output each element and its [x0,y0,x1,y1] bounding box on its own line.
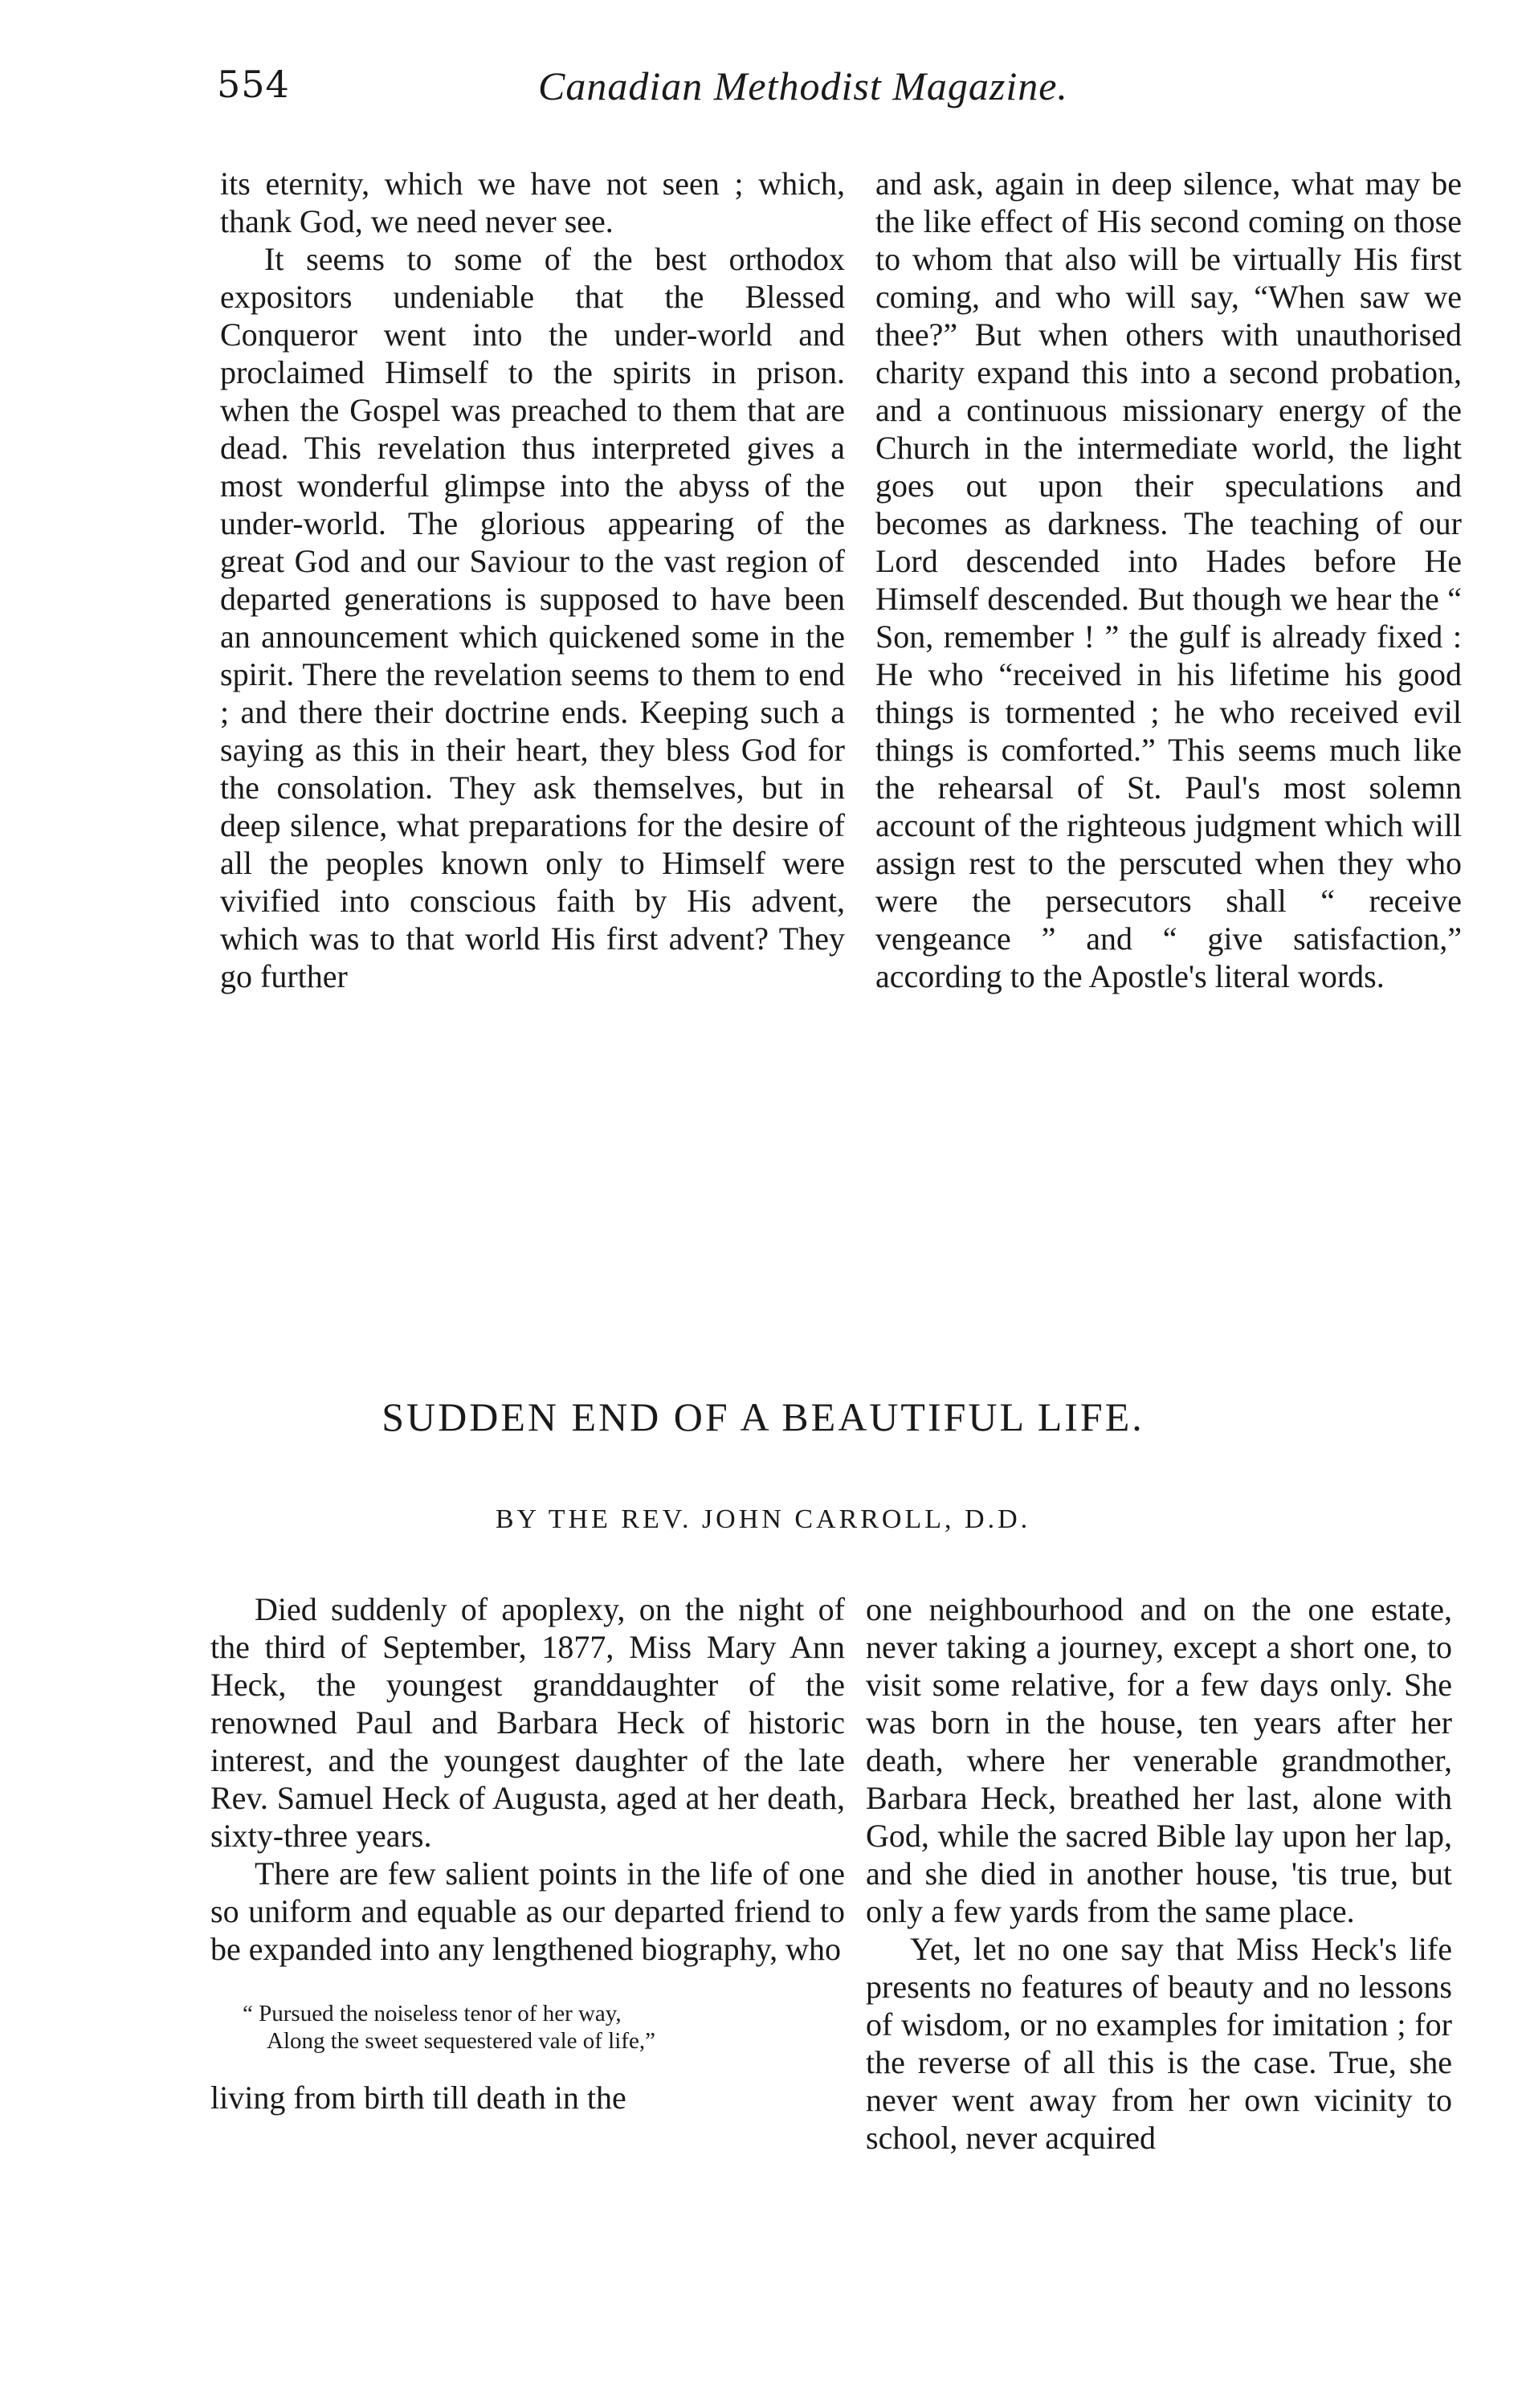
verse-quote [210,2000,845,2055]
running-title: Canadian Methodist Magazine. [538,63,1068,108]
paragraph: one neighbourhood and on the one estate, never taking a journey, except a short one, to visit some relative, for a few days only. She was born in the house, ten years after her death, where her venerable grandmother, Barbara Heck, breathed her last, alone with God, while the sacred Bible lay upon her lap, and she died in another house, 'tis true, but only a few yards from the same place. [866,1591,1452,1929]
page-header [217,63,1205,127]
paragraph: It seems to some of the best orthodox expositors undeniable that the Blessed Conqueror went into the under-world and proclaimed Himself to the spirits in prison. when the Gospel was preached to them that are dead. This revelation thus interpreted gives a most wonderful glimpse into the abyss of the under-world. The glorious appearing of the great God and our Saviour to the vast region of departed generations is supposed to have been an announcement which quickened some in the spirit. There the revelation seems to them to end ; and there their doctrine ends. Keeping such a saying as this in their heart, they bless God for the consolation. They ask themselves, but in deep silence, what preparations for the desire of all the peoples known only to Himself were vivified into conscious faith by His advent, which was to that world His first advent? They go further [220,241,845,994]
paragraph: and ask, again in deep silence, what may be the like effect of His second coming on those to whom that also will be virtually His first coming, and who will say, “When saw we thee?” But when others with unauthorised charity expand this into a second probation, and a continuous missionary energy of the Church in the intermediate world, the light goes out upon their speculations and becomes as darkness. The teaching of our Lord descended into Hades before He Himself descended. But though we hear the “ Son, remember ! ” the gulf is already fixed : He who “received in his lifetime his good things is tormented ; he who received evil things is comforted.” This seems much like the rehearsal of St. Paul's most solemn account of the righteous judgment which will assign rest to the perscuted when they who were the persecutors shall “ receive vengeance ” and “ give satisfaction,” according to the Apostle's literal words. [875,165,1462,994]
top-left-column [220,165,845,995]
paragraph: Died suddenly of apoplexy, on the night of the third of September, 1877, Miss Mary Ann Heck, the youngest granddaughter of the renowned Paul and Barbara Heck of historic interest, and the youngest daughter of the late Rev. Samuel Heck of Augusta, aged at her death, sixty-three years. [210,1591,845,1854]
article-byline: BY THE REV. JOHN CARROLL, D.D. [495,1504,1031,1534]
quote-line: “ Pursued the noiseless tenor of her way, [243,2001,622,2026]
page-number: 554 [217,63,290,106]
bottom-left-column [210,1590,845,2116]
bottom-right-column [866,1590,1452,2157]
top-right-column [875,165,1462,995]
paragraph: There are few salient points in the life of one so uniform and equable as our departed friend to be expanded into any lengthened biography, who [210,1855,845,1967]
article-title: SUDDEN END OF A BEAUTIFUL LIFE. [382,1394,1144,1439]
paragraph: its eternity, which we have not seen ; which, thank God, we need never see. [220,165,845,239]
quote-line: Along the sweet sequestered vale of life,” [267,2028,655,2054]
paragraph: living from birth till death in the [210,2079,626,2116]
paragraph: Yet, let no one say that Miss Heck's life presents no features of beauty and no lessons of wisdom, or no examples for imitation ; for the reverse of all this is the case. True, she never went away from her own vicinity to school, never acquired [866,1931,1452,2156]
